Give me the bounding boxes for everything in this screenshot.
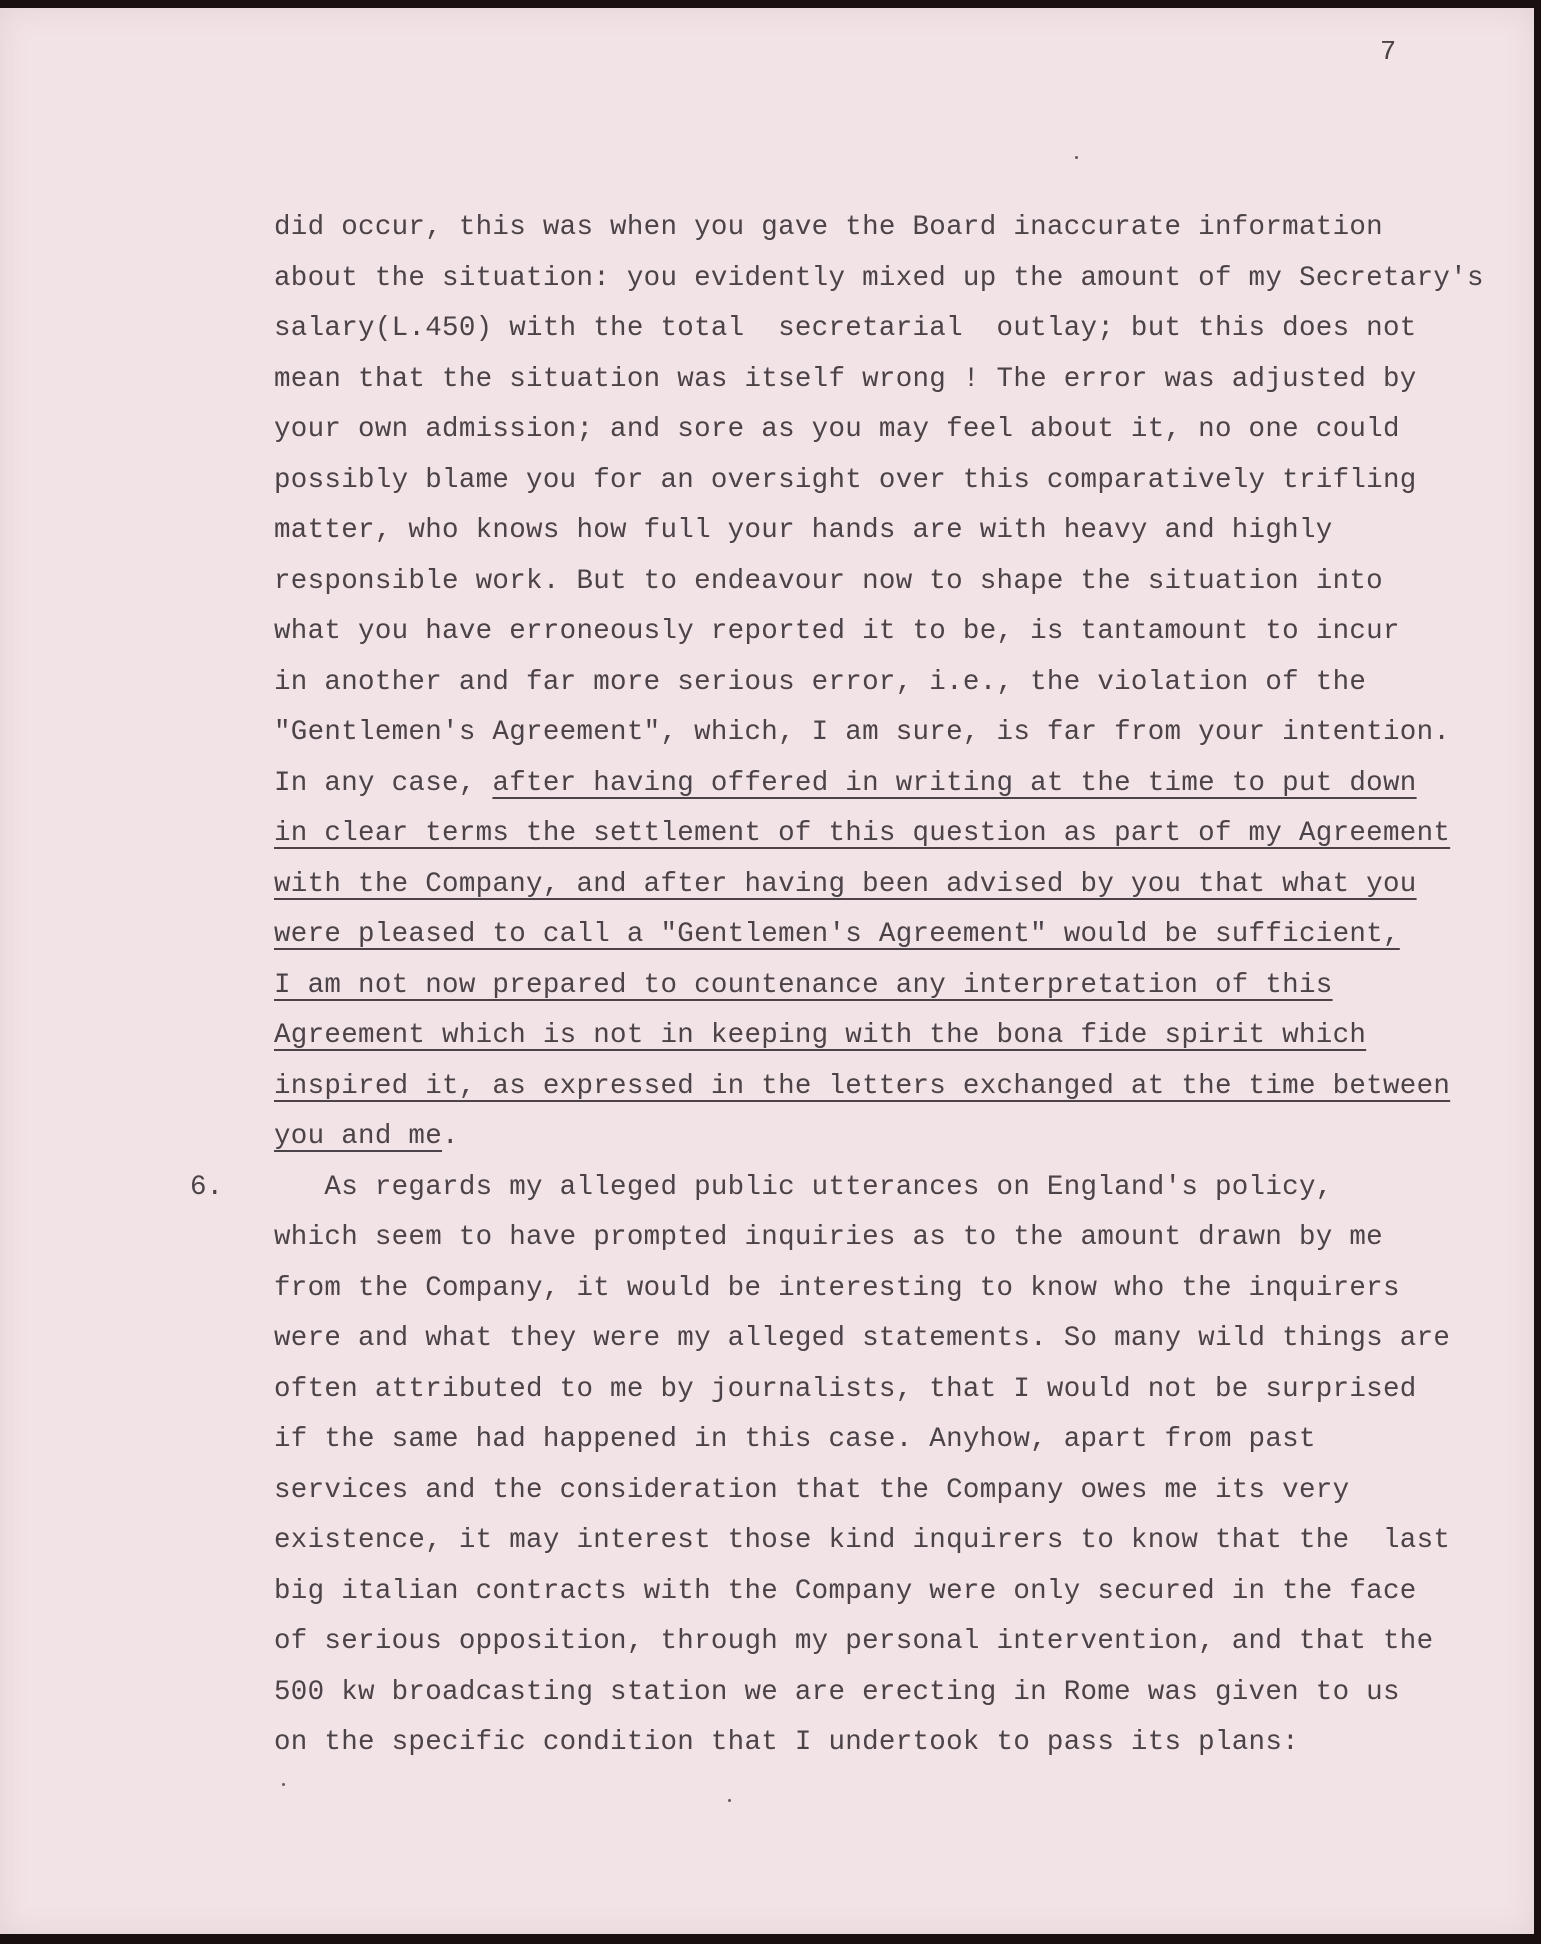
- text-line: what you have erroneously reported it to be, is tantamount to incur: [274, 616, 1400, 647]
- text-line: [274, 860, 1524, 911]
- text-line: [274, 759, 1524, 810]
- text-line: on the specific condition that I undertook to pass its plans:: [274, 1727, 1299, 1758]
- paper-speck: [282, 1783, 285, 1786]
- text-line: if the same had happened in this case. Anyhow, apart from past: [274, 1424, 1316, 1455]
- plain-text: In any case,: [274, 767, 493, 799]
- paragraph-number: 6.: [190, 1172, 224, 1203]
- text-line: your own admission; and sore as you may feel about it, no one could: [274, 414, 1400, 445]
- text-line: salary(L.450) with the total secretarial outlay; but this does not: [274, 313, 1417, 344]
- text-line: from the Company, it would be interesting to know who the inquirers: [274, 1272, 1400, 1304]
- text-line: As regards my alleged public utterances on England's policy,: [274, 1171, 1333, 1203]
- paper-speck: [1075, 156, 1078, 159]
- text-line: big italian contracts with the Company were only secured in the face: [274, 1575, 1417, 1607]
- text-line: [274, 910, 1524, 961]
- text-line: [274, 1112, 1524, 1163]
- underlined-text: you and me: [274, 1121, 443, 1152]
- underlined-text: with the Company, and after having been advised by you that what you: [274, 868, 1417, 900]
- underlined-text: I am not now prepared to countenance any interpretation of this: [274, 969, 1333, 1001]
- text-line: responsible work. But to endeavour now to shape the situation into: [274, 565, 1383, 597]
- underlined-text: Agreement which is not in keeping with the bona fide spirit which: [274, 1020, 1367, 1051]
- text-line: mean that the situation was itself wrong ! The error was adjusted by: [274, 363, 1417, 395]
- page-number: 7: [1380, 38, 1397, 68]
- text-line: were and what they were my alleged statements. So many wild things are: [274, 1323, 1451, 1354]
- plain-text: .: [442, 1121, 459, 1152]
- text-line: [274, 1011, 1524, 1062]
- text-line: of serious opposition, through my personal intervention, and that the: [274, 1626, 1434, 1657]
- paper-speck: [728, 1799, 731, 1802]
- text-line: possibly blame you for an oversight over this comparatively trifling: [274, 464, 1417, 496]
- text-line: in another and far more serious error, i.e., the violation of the: [274, 666, 1367, 698]
- text-line: did occur, this was when you gave the Board inaccurate information: [274, 212, 1383, 243]
- text-line: [274, 1062, 1524, 1113]
- text-line: "Gentlemen's Agreement", which, I am sure, is far from your intention.: [274, 717, 1451, 748]
- text-line: [274, 809, 1524, 860]
- underlined-text: were pleased to call a "Gentlemen's Agreement" would be sufficient,: [274, 919, 1400, 950]
- text-line: 500 kw broadcasting station we are erecting in Rome was given to us: [274, 1676, 1400, 1708]
- underlined-text: after having offered in writing at the time to put down: [492, 767, 1417, 799]
- text-line: existence, it may interest those kind inquirers to know that the last: [274, 1525, 1451, 1556]
- typed-letter-page: [0, 8, 1534, 1934]
- text-line: about the situation: you evidently mixed up the amount of my Secretary's: [274, 262, 1484, 294]
- letter-body: [274, 203, 1524, 1769]
- text-line: which seem to have prompted inquiries as to the amount drawn by me: [274, 1222, 1383, 1253]
- text-line: matter, who knows how full your hands are with heavy and highly: [274, 515, 1333, 546]
- text-line: often attributed to me by journalists, that I would not be surprised: [274, 1373, 1417, 1405]
- text-line: services and the consideration that the Company owes me its very: [274, 1474, 1350, 1506]
- underlined-text: inspired it, as expressed in the letters exchanged at the time between: [274, 1070, 1451, 1102]
- text-line: [274, 961, 1524, 1012]
- underlined-text: in clear terms the settlement of this question as part of my Agreement: [274, 818, 1451, 849]
